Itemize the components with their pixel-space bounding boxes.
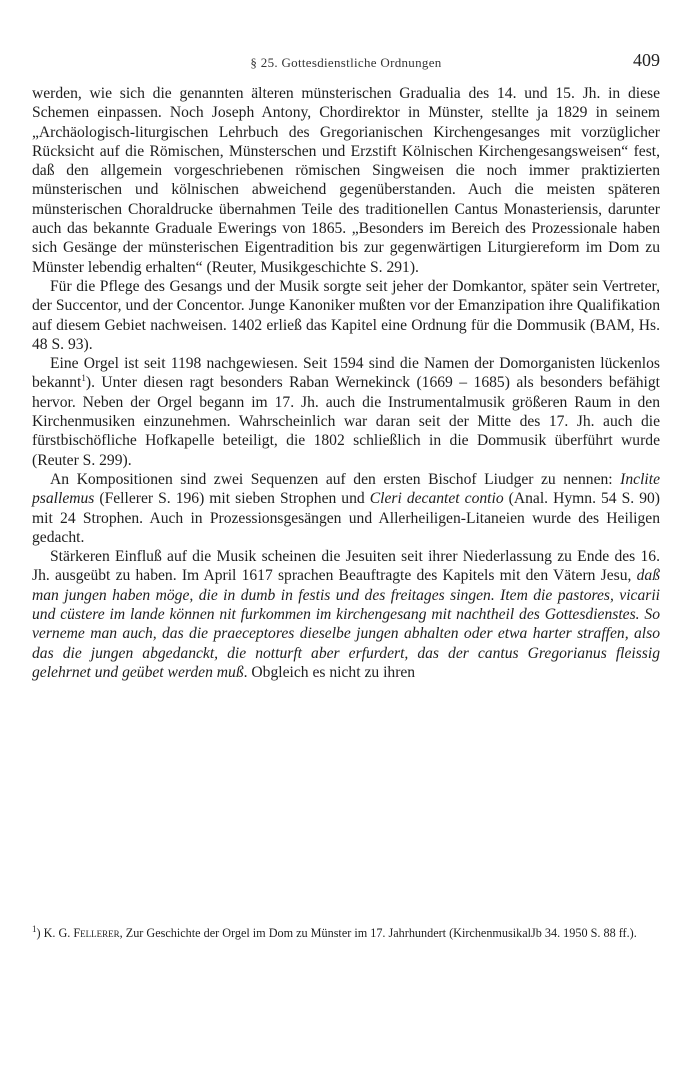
page-number: 409 xyxy=(633,50,660,70)
footnote-reference[interactable]: 1 xyxy=(81,373,86,384)
paragraph-4 xyxy=(32,470,660,547)
paragraph-5-text-b: . Obgleich es nicht zu ihren xyxy=(243,663,416,681)
paragraph-4-text-c: (Anal. Hymn. 54 S. 90) mit 24 Strophen. Auch in Prozessionsgesängen und Allerheiligen-Litaneien wurde des Heiligen gedacht. xyxy=(32,490,660,546)
body-text xyxy=(32,84,660,682)
paragraph-5 xyxy=(32,547,660,682)
footnote-text: , Zur Geschichte der Orgel im Dom zu Münster im 17. Jahrhundert (KirchenmusikalJb 34. 1950 S. 88 ff.). xyxy=(119,926,637,940)
paragraph-3-text-b: ). Unter diesen ragt besonders Raban Wernekinck (1669 – 1685) als besonders befähigt hervor. Neben der Orgel begann im 17. Jh. auch die Instrumentalmusik größeren Raum in den Kirchenmusiken einzunehmen. Wahrscheinlich war daran seit der Mitte des 17. Jh. auch die fürstbischöfliche Hofkapelle beteiligt, die 1802 schließlich in die Dommusik überführt wurde (Reuter S. 299). xyxy=(32,374,660,469)
footnote-1: $^1$) K. G. Fellerer, Zur Geschichte der Orgel im Dom zu Münster im 17. Jahrhundert (KirchenmusikalJb 34. 1950 S. 88 ff.). xyxy=(32,923,637,940)
paragraph-4-text-a: An Kompositionen sind zwei Sequenzen auf den ersten Bischof Liudger zu nennen: xyxy=(50,470,621,488)
page-header xyxy=(32,50,660,76)
paragraph-3-text-a: Eine Orgel ist seit 1198 nachgewiesen. Seit 1594 sind die Namen der Domorganisten lückenlos bekannt xyxy=(32,355,660,392)
footnotes xyxy=(32,925,660,941)
paragraph-2: Für die Pflege des Gesangs und der Musik sorgte seit jeher der Domkantor, später sein Vertreter, der Succentor, und der Concentor. Junge Kanoniker mußten vor der Emanzipation ihre Qualifikation auf diesem Gebiet nachweisen. 1402 erließ das Kapitel eine Ordnung für die Dommusik (BAM, Hs. 48 S. 93). xyxy=(32,277,660,353)
quotation: daß man jungen haben möge, die in dumb in festis und des freitages singen. Item die pastores, vicarii und cüstere im lande können nit furkommen im kirchengesang mit nachtheil des Gottesdienstes. So verneme man auch, das die praeceptores dieselbe jungen abhalten oder etwa harter straffen, also das die jungen abgedanckt, die notturft aber erfurdert, das der cantus Gregorianus fleissig gelehrnet und geübet werden muß xyxy=(32,567,660,681)
sequence-title-1: Inclite psallemus xyxy=(32,470,660,508)
paragraph-3 xyxy=(32,354,660,470)
sequence-title-2: Cleri decantet contio xyxy=(369,490,504,508)
paragraph-1: werden, wie sich die genannten älteren münsterischen Gradualia des 14. und 15. Jh. in diese Schemen einpassen. Noch Joseph Antony, Chordirektor in Münster, stellte ja 1829 in seinem „Archäologisch-liturgischen Lehrbuch des Gregorianischen Kirchengesanges mit vorzüglicher Rücksicht auf die Römischen, Münsterschen und Erzstift Kölnischen Kirchengesangsweisen“ fest, daß den allgemein vorgeschriebenen römischen Singweisen die noch immer praktizierten münsterischen und kölnischen abweichend gegenüberstanden. Auch die meisten späteren münsterischen Choraldrucke übernahmen Teile des traditionellen Cantus Monasteriensis, darunter auch das bekannte Graduale Ewerings von 1865. „Besonders im Bereich des Prozessionale haben sich Gesänge der münsterischen Eigentradition bis zur gegenwärtigen Liturgiereform im Dom zu Münster lebendig erhalten“ (Reuter, Musikgeschichte S. 291). xyxy=(32,85,660,276)
footnote-mark: 1 xyxy=(32,923,37,934)
running-title: § 25. Gottesdienstliche Ordnungen xyxy=(250,55,442,70)
paragraph-4-text-b: (Fellerer S. 196) mit sieben Strophen und xyxy=(94,490,370,508)
paragraph-5-text-a: Stärkeren Einfluß auf die Musik scheinen die Jesuiten seit ihrer Niederlassung zu Ende des 16. Jh. ausgeübt zu haben. Im April 1617 sprachen Beauftragte des Kapitels mit den Vätern Jesu, xyxy=(32,548,660,585)
footnote-author: K. G. Fellerer xyxy=(43,926,120,940)
